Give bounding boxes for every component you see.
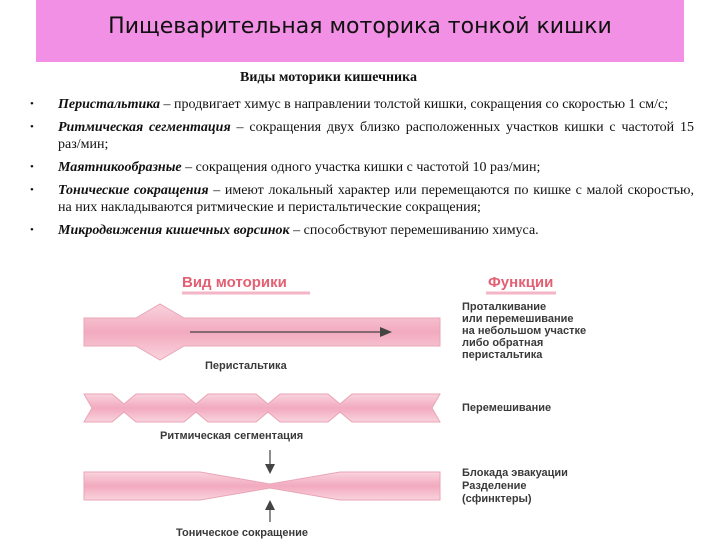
list-item-term: Тонические сокращения xyxy=(58,183,209,198)
list-item xyxy=(30,182,694,216)
title-banner xyxy=(36,0,684,62)
row-label-peristalsis: Перистальтика xyxy=(205,360,287,372)
peristalsis-tube xyxy=(84,304,440,360)
arrow-up-icon xyxy=(265,500,275,510)
bullet-icon: • xyxy=(30,184,34,196)
function-line: Блокада эвакуации xyxy=(462,467,568,479)
function-line: Разделение xyxy=(462,480,527,492)
function-line: Перемешивание xyxy=(462,402,552,414)
list-item xyxy=(30,159,694,176)
bullet-icon: • xyxy=(30,161,34,173)
list-item-text: – способствуют перемешиванию химуса. xyxy=(289,223,539,238)
list-item xyxy=(30,222,694,239)
bullet-icon: • xyxy=(30,121,34,133)
function-line: перистальтика xyxy=(462,349,543,361)
page-title: Пищеварительная моторика тонкой кишки xyxy=(108,14,612,39)
list-item-text: – имеют локальный характер или перемещаются по кишке с малой скоростью, на них накладываются ритмические и перистальтические сокращения; xyxy=(58,183,694,215)
list-item-term: Перистальтика xyxy=(58,97,160,112)
list-item-text: – продвигает химус в направлении толстой кишки, сокращения со скоростью 1 см/с; xyxy=(160,97,669,112)
segmentation-tube xyxy=(84,394,440,422)
list-item xyxy=(30,96,694,113)
column-heading-function: Функции xyxy=(488,274,554,291)
bullet-icon: • xyxy=(30,98,34,110)
function-line: либо обратная xyxy=(462,337,544,349)
row-label-segmentation: Ритмическая сегментация xyxy=(160,430,304,442)
tonic-tube xyxy=(84,450,440,522)
arrow-down-icon xyxy=(265,464,275,474)
bullet-icon: • xyxy=(30,224,34,236)
list-item-term: Ритмическая сегментация xyxy=(58,120,231,135)
function-line: Проталкивание xyxy=(462,301,547,313)
list-item-text: – сокращения одного участка кишки с частотой 10 раз/мин; xyxy=(181,160,541,175)
list-item-term: Маятникообразные xyxy=(58,160,182,175)
function-line: (сфинктеры) xyxy=(462,493,532,505)
motility-list xyxy=(30,96,694,245)
row-label-tonic: Тоническое сокращение xyxy=(176,527,308,539)
list-item-text: – сокращения двух близко расположенных участков кишки с частотой 15 раз/мин; xyxy=(58,120,694,152)
function-line: или перемешивание xyxy=(462,313,574,325)
list-item-term: Микродвижения кишечных ворсинок xyxy=(58,223,290,238)
function-line: на небольшом участке xyxy=(462,325,587,337)
motility-diagram xyxy=(0,268,720,540)
column-heading-type: Вид моторики xyxy=(182,274,287,291)
list-item xyxy=(30,119,694,153)
section-heading: Виды моторики кишечника xyxy=(240,70,417,85)
